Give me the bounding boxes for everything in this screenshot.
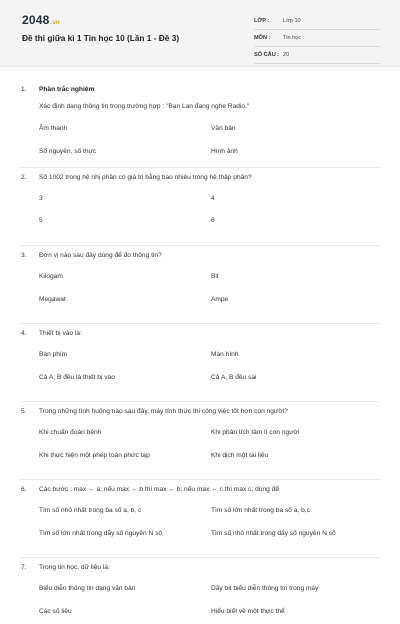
answer-option[interactable]: Bit [211, 273, 219, 280]
answer-option[interactable]: Biểu diễn thông tin dạng văn bản [39, 585, 136, 592]
answer-option[interactable]: Tìm số nhỏ nhất trong dãy số nguyên N số [211, 530, 336, 537]
answer-option[interactable]: Cả A, B đều là thiết bị vào [39, 374, 115, 381]
answer-option[interactable]: Khi dịch một tài liệu [211, 452, 269, 459]
answer-option[interactable]: Văn bản [211, 125, 236, 132]
answer-option[interactable]: Cả A, B đều sai [211, 374, 257, 381]
answer-option[interactable]: 3 [39, 195, 43, 202]
meta-value: Lớp 10 [283, 18, 301, 24]
question-1 [0, 76, 400, 167]
meta-row-class [254, 13, 380, 30]
answer-option[interactable]: 6 [211, 217, 215, 224]
answer-option[interactable]: Kilogam [39, 273, 63, 280]
meta-value: Tin học [283, 35, 302, 41]
page-header [0, 0, 400, 67]
question-7 [0, 558, 400, 624]
answer-option[interactable]: Megawat [39, 296, 66, 303]
answer-option[interactable]: Âm thanh [39, 125, 68, 132]
answer-option[interactable]: Khi phân tích tâm lí con người [211, 429, 300, 436]
question-text: Đơn vị nào sau đây dùng để đo thông tin? [39, 252, 162, 259]
question-number: 4. [21, 330, 27, 337]
question-number: 1. [21, 86, 27, 93]
question-3 [0, 246, 400, 323]
meta-label: LỚP : [254, 18, 270, 24]
question-number: 7. [21, 564, 27, 571]
answer-option[interactable]: Tìm số lớn nhất trong ba số a, b,c [211, 507, 310, 514]
question-number: 5. [21, 408, 27, 415]
answer-option[interactable]: 5 [39, 217, 43, 224]
answer-option[interactable]: Hình ảnh [211, 148, 238, 155]
question-text: Số 1002 trong hệ nhị phân có giá trị bằng bao nhiêu trong hệ thập phân? [39, 174, 252, 181]
answer-option[interactable]: Khi thực hiện một phép toán phức tạp [39, 452, 150, 459]
question-text: Xác định dạng thông tin trong trường hợp : "Bạn Lan đang nghe Radio." [39, 103, 250, 110]
exam-meta [254, 13, 380, 64]
site-logo[interactable] [22, 13, 60, 27]
question-list [0, 67, 400, 624]
options [0, 507, 400, 538]
options [0, 195, 400, 225]
answer-option[interactable]: Khi chuẩn đoán bệnh [39, 429, 102, 436]
answer-option[interactable]: Số nguyên, số thực [39, 148, 97, 155]
question-number: 2. [21, 174, 27, 181]
question-2 [0, 168, 400, 245]
question-4 [0, 324, 400, 401]
meta-label: MÔN : [254, 35, 271, 41]
answer-option[interactable]: Dãy bit biểu diễn thông tin trong máy [211, 585, 319, 592]
options [0, 125, 400, 156]
options [0, 273, 400, 304]
answer-option[interactable]: Màn hình [211, 351, 239, 358]
exam-title: Đề thi giữa kì 1 Tin học 10 (Lần 1 - Đề 3) [22, 33, 180, 43]
options [0, 585, 400, 616]
question-text: Trong tin học, dữ liệu là: [39, 564, 110, 571]
meta-label: SỐ CÂU : [254, 52, 280, 58]
question-6 [0, 480, 400, 557]
question-text: Trong những tình huống nào sau đây, máy tính thực thi công việc tốt hơn con người? [39, 408, 288, 415]
meta-value: 20 [283, 52, 290, 58]
meta-row-subject [254, 30, 380, 47]
answer-option[interactable]: 4 [211, 195, 215, 202]
logo-main: 2048 [22, 13, 50, 27]
question-number: 6. [21, 486, 27, 493]
question-5 [0, 402, 400, 479]
logo-sub: .vn [50, 20, 60, 26]
options [0, 429, 400, 460]
answer-option[interactable]: Các số liệu [39, 608, 72, 615]
question-text: Các bước : max ← a; nếu max ← b thì max ← b; nếu max ← c thì max c; dùng để [39, 486, 279, 493]
meta-row-count [254, 47, 380, 64]
section-heading: Phần trắc nghiệm [39, 86, 95, 93]
answer-option[interactable]: Tìm số lớn nhất trong dãy số nguyên N số [39, 530, 163, 537]
options [0, 351, 400, 382]
answer-option[interactable]: Bàn phím [39, 351, 68, 358]
answer-option[interactable]: Tìm số nhỏ nhất trong ba số a, b, c [39, 507, 142, 514]
answer-option[interactable]: Hiểu biết về một thực thể [211, 608, 285, 615]
answer-option[interactable]: Ampe [211, 296, 229, 303]
question-number: 3. [21, 252, 27, 259]
question-text: Thiết bị vào là: [39, 330, 82, 337]
